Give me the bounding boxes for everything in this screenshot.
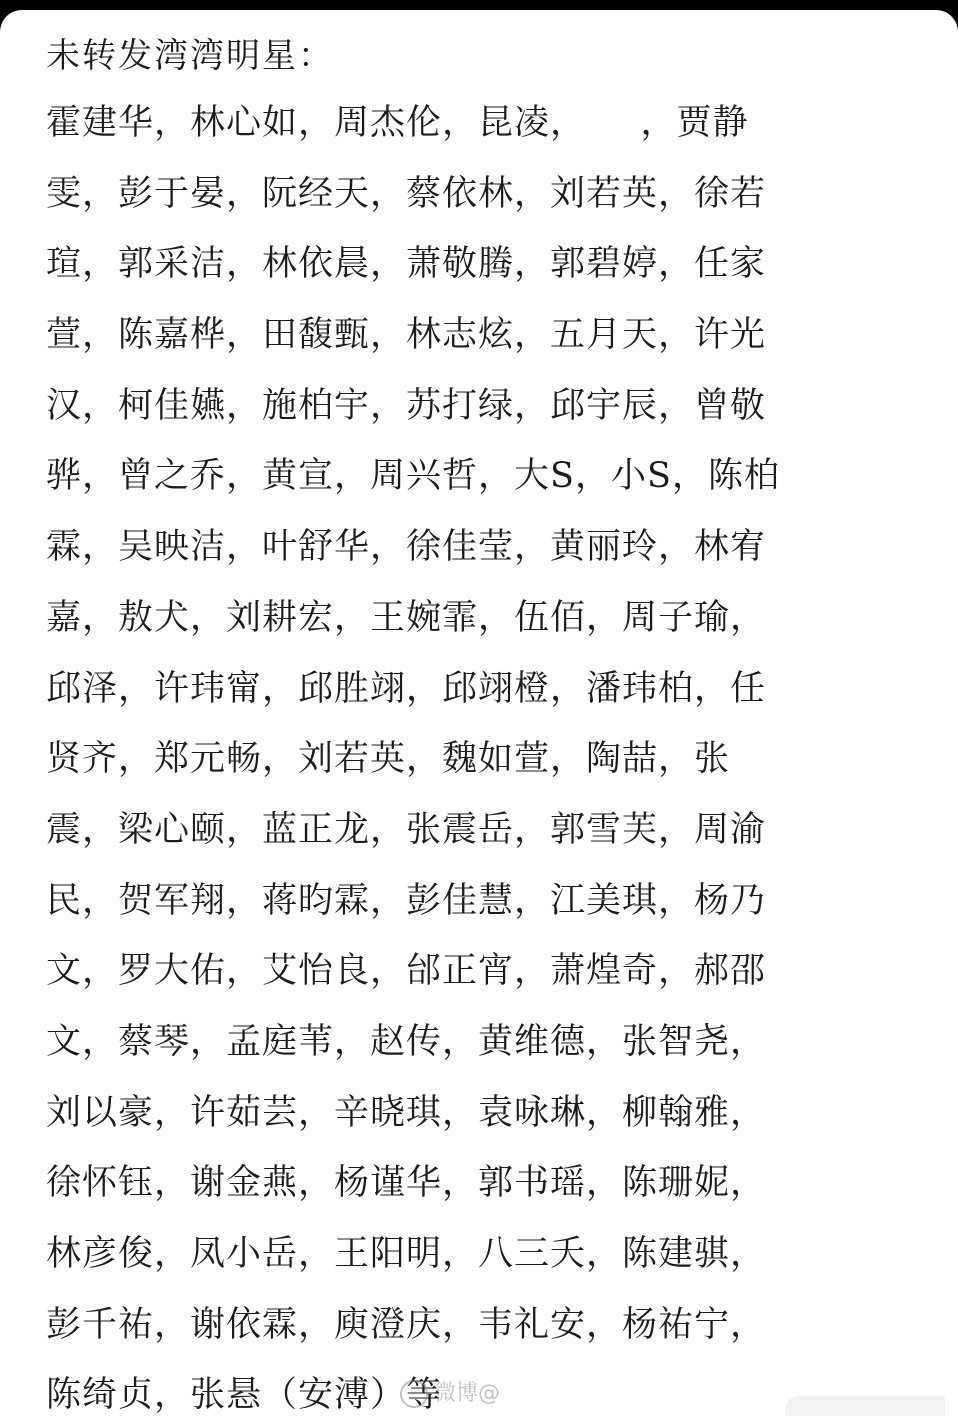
note-line: 贤齐，郑元畅，刘若英，魏如萱，陶喆，张 [46,739,731,780]
home-indicator [785,1396,945,1416]
note-line: 骅，曾之乔，黄宣，周兴哲，大S，小S，陈柏 [46,456,780,497]
note-line: 陈绮贞，张悬（安溥）等 [46,1375,443,1416]
note-line: 民，贺军翔，蒋昀霖，彭佳慧，江美琪，杨乃 [46,880,767,921]
handwritten-note [46,30,906,1416]
note-line: 雯，彭于晏，阮经天，蔡依林，刘若英，徐若 [46,173,767,214]
watermark-text: 微博@ [434,1381,501,1406]
note-line: 文，蔡琴，孟庭苇，赵传，黄维德，张智尧， [46,1021,767,1062]
note-line: 彭千祐，谢依霖，庾澄庆，韦礼安，杨祐宁， [46,1304,767,1345]
note-line: 汉，柯佳嬿，施柏宇，苏打绿，邱宇辰，曾敬 [46,385,767,426]
note-line: 徐怀钰，谢金燕，杨谨华，郭书瑶，陈珊妮， [46,1163,767,1204]
note-line: 林彦俊，凤小岳，王阳明，八三夭，陈建骐， [46,1234,767,1274]
note-line: 霖，吴映洁，叶舒华，徐佳莹，黄丽玲，林宥 [46,527,767,568]
note-page [0,10,958,1416]
note-line: 嘉，敖犬，刘耕宏，王婉霏，伍佰，周子瑜， [46,597,767,638]
note-line: 萱，陈嘉桦，田馥甄，林志炫，五月天，许光 [46,315,767,356]
note-line: 刘以豪，许茹芸，辛晓琪，袁咏琳，柳翰雅， [46,1092,767,1133]
note-line: 霍建华，林心如，周杰伦，昆凌， ，贾静 [46,103,749,143]
watermark [400,1376,500,1408]
note-title: 未转发湾湾明星： [46,36,334,76]
note-line: 文，罗大佑，艾怡良，邰正宵，萧煌奇，郝邵 [46,951,767,992]
note-line: 瑄，郭采洁，林依晨，萧敬腾，郭碧婷，任家 [46,244,767,285]
note-line: 震，梁心颐，蓝正龙，张震岳，郭雪芙，周渝 [46,809,767,850]
weibo-logo-icon [400,1380,428,1408]
note-line: 邱泽，许玮甯，邱胜翊，邱翊橙，潘玮柏，任 [46,668,767,709]
